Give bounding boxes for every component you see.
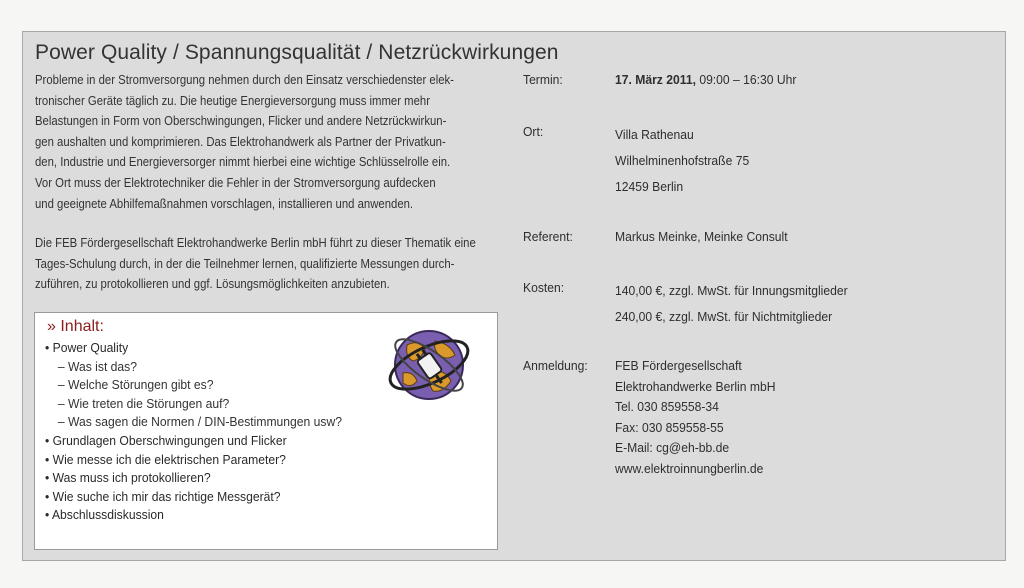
inhalt-list xyxy=(45,339,368,525)
intro-paragraph-2: Die FEB Fördergesellschaft Elektrohandwerke Berlin mbH führt zu dieser Thematik eine Tages-Schulung durch, in der die Teilnehmer lernen, qualifizierte Messungen durch- zuführen, zu protokollieren und ggf. Lösungsmöglichkeiten anzubieten. xyxy=(35,236,476,292)
website-link[interactable]: www.elektroinnungberlin.de xyxy=(615,460,764,476)
termin-time: 09:00 – 16:30 Uhr xyxy=(695,72,797,87)
intro-paragraph-1: Probleme in der Stromversorgung nehmen durch den Einsatz verschiedenster elek- tronischer Geräte täglich zu. Die heutige Energieversorgung muss immer mehr Belastungen in Form von Oberschwingungen, Flicker und andere Netzrückwirkun- gen aushalten und komprimieren. Das Elektrohandwerk als Partner der Privatkun- den, Industrie und Energieversorger nimmt hierbei eine wichtige Schlüsselrolle ein. Vor Ort muss der Elektrotechniker die Fehler in der Stromversorgung aufdecken und geeignete Abhilfemaßnahmen vorschlagen, installieren und anwenden. xyxy=(35,73,454,211)
list-item: – Welche Störungen gibt es? xyxy=(57,377,214,393)
list-item: – Was sagen die Normen / DIN-Bestimmungen usw? xyxy=(57,414,342,430)
page-title: Power Quality / Spannungsqualität / Netzrückwirkungen xyxy=(35,41,559,64)
inhalt-heading: » Inhalt: xyxy=(47,318,104,335)
termin-date: 17. März 2011, xyxy=(615,72,696,87)
kosten-value: 140,00 €, zzgl. MwSt. für Innungsmitglieder 240,00 €, zzgl. MwSt. für Nichtmitglieder xyxy=(615,283,848,324)
list-item: • Grundlagen Oberschwingungen und Flicker xyxy=(45,432,287,448)
list-item: • Abschlussdiskussion xyxy=(45,507,164,523)
termin-label: Termin: xyxy=(523,72,563,87)
inhalt-box xyxy=(34,312,498,550)
list-item: – Wie treten die Störungen auf? xyxy=(57,395,230,411)
ort-label: Ort: xyxy=(523,124,544,139)
kosten-label: Kosten: xyxy=(523,280,565,295)
list-item: • Power Quality xyxy=(45,340,129,355)
referent-value: Markus Meinke, Meinke Consult xyxy=(615,229,788,244)
list-item: • Was muss ich protokollieren? xyxy=(45,470,211,486)
anmeldung-label: Anmeldung: xyxy=(523,358,588,373)
globe-plug-icon xyxy=(385,321,473,409)
email-link[interactable]: E-Mail: cg@eh-bb.de xyxy=(615,440,730,456)
list-item: – Was ist das? xyxy=(57,358,137,374)
list-item: • Wie messe ich die elektrischen Parameter? xyxy=(45,451,286,467)
event-panel xyxy=(22,31,1006,561)
termin-value xyxy=(615,70,796,90)
list-item: • Wie suche ich mir das richtige Messgerät? xyxy=(45,488,281,504)
anmeldung-value: FEB Fördergesellschaft Elektrohandwerke Berlin mbH Tel. 030 859558-34 Fax: 030 859558-55 E-Mail: cg@eh-bb.de www.elektroinnungberlin.de xyxy=(615,358,776,476)
intro-text xyxy=(35,70,510,295)
referent-label: Referent: xyxy=(523,229,573,244)
ort-value: Villa Rathenau Wilhelminenhofstraße 75 12459 Berlin xyxy=(615,127,750,194)
